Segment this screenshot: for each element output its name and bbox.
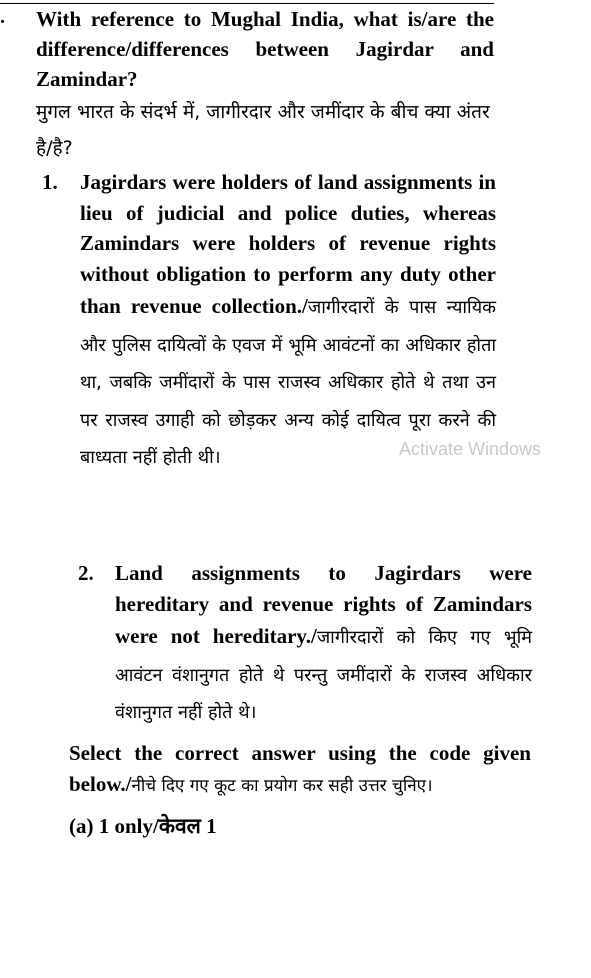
statement-1 — [42, 167, 496, 537]
statement-2 — [78, 558, 532, 728]
statement-1-number: 1. — [42, 170, 58, 194]
question-text-english: With reference to Mughal India, what is/are the difference/differences between Jagirdar and Zamindar? — [36, 7, 494, 91]
question-text-hindi: मुगल भारत के संदर्भ में, जागीरदार और जमींदार के बीच क्या अंतर है/है? — [36, 101, 490, 159]
statement-2-number: 2. — [78, 561, 94, 585]
instruction-hindi: नीचे दिए गए कूट का प्रयोग कर सही उत्तर चुनिए। — [131, 776, 433, 796]
option-a-text: (a) 1 only/केवल 1 — [69, 814, 217, 838]
statement-2-text-english: Land assignments to Jagirdars were hereditary and revenue rights of Zamindars were not hereditary./ — [115, 561, 532, 649]
answer-instruction — [69, 738, 531, 802]
statement-1-text-english: Jagirdars were holders of land assignments in lieu of judicial and police duties, whereas Zamindars were holders of revenue rights without obligation to perform any duty other than revenue collection./ — [80, 170, 496, 319]
statement-2-text-hindi: जागीरदारों को किए गए भूमि आवंटन वंशानुगत होते थे परन्तु जमींदारों के राजस्व अधिकार वंशानुगत नहीं होते थे। — [115, 627, 532, 724]
instruction-english: Select the correct answer using the code given below./ — [69, 741, 531, 796]
statement-2-text — [115, 558, 532, 732]
statement-1-text-hindi: जागीरदारों के पास न्यायिक और पुलिस दायित्वों के एवज में भूमि आवंटनों का अधिकार होता था, जबकि जमींदारों के पास राजस्व अधिकार होते थे तथा उन पर राजस्व उगाही को छोड़कर अन्य कोई दायित्व पूरा करने की बाध्यता नहीं होती थी। — [80, 297, 496, 469]
option-a-cut-off — [69, 814, 281, 838]
statement-1-text — [80, 167, 496, 477]
question-number-marker: . — [0, 6, 5, 28]
activate-windows-watermark: Activate Windows — [399, 439, 542, 459]
